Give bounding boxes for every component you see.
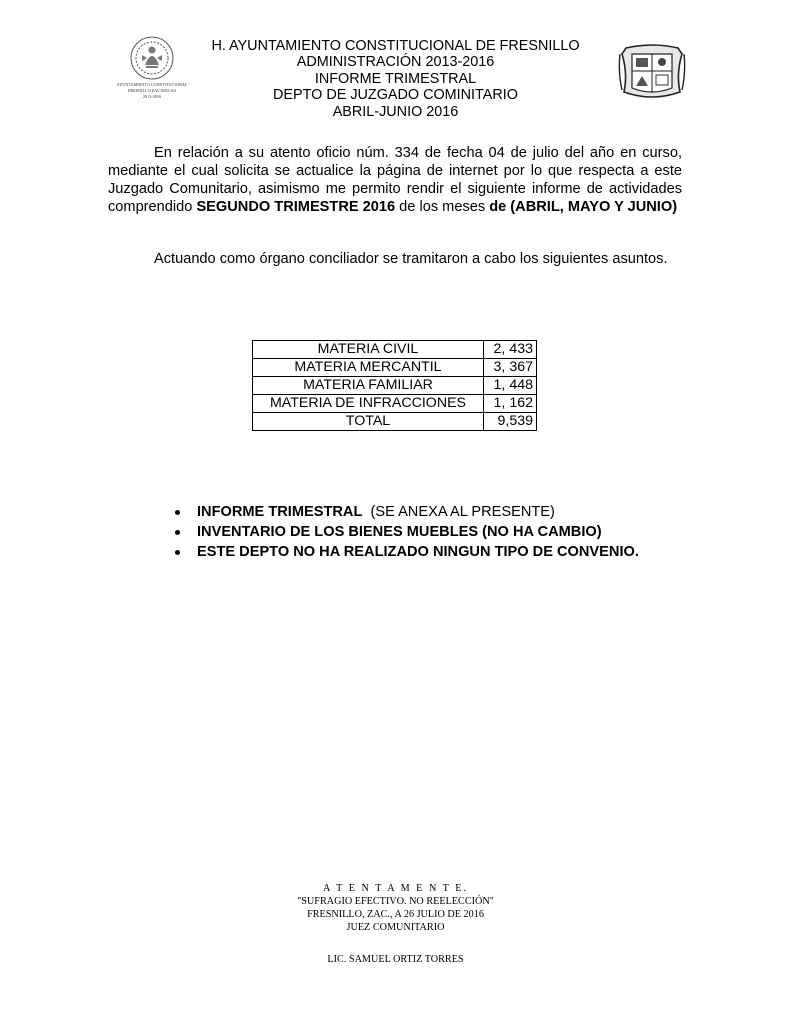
seal-caption-line: FRESNILLO ZACATECAS xyxy=(128,88,176,94)
total-value: 9,539 xyxy=(484,413,537,431)
bullet-list xyxy=(175,502,639,562)
row-value: 3, 367 xyxy=(484,359,537,377)
header-period: ABRIL-JUNIO 2016 xyxy=(332,103,459,120)
trimester-label: SEGUNDO TRIMESTRE 2016 xyxy=(196,199,396,215)
table-total-row xyxy=(253,413,537,431)
seal-caption-line: AYUNTAMIENTO CONSTITUCIONAL xyxy=(116,82,188,87)
table-row xyxy=(253,395,537,413)
motto: "SUFRAGIO EFECTIVO. NO REELECCIÓN" xyxy=(297,896,494,907)
place-date: FRESNILLO, ZAC., A 26 JULIO DE 2016 xyxy=(307,909,484,920)
list-item xyxy=(175,522,639,542)
row-value: 2, 433 xyxy=(484,341,537,359)
conciliation-text: Actuando como órgano conciliador se tramitaron a cabo los siguientes asuntos. xyxy=(154,251,668,267)
row-label: MATERIA DE INFRACCIONES xyxy=(253,395,484,413)
intro-text-continued: de los meses xyxy=(395,199,490,215)
bullet-icon xyxy=(175,550,180,555)
row-label: MATERIA CIVIL xyxy=(253,341,484,359)
closing-salutation: A T E N T A M E N T E. xyxy=(322,883,469,894)
cases-table xyxy=(252,340,537,431)
list-item-text: (SE ANEXA AL PRESENTE) xyxy=(362,504,555,520)
conciliation-paragraph xyxy=(108,250,682,268)
row-value: 1, 448 xyxy=(484,377,537,395)
list-item-bold: INVENTARIO DE LOS BIENES MUEBLES (NO HA CAMBIO) xyxy=(197,524,602,540)
bullet-icon xyxy=(175,510,180,515)
header-department: DEPTO DE JUZGADO COMINITARIO xyxy=(273,87,518,104)
table-row xyxy=(253,341,537,359)
row-label: MATERIA FAMILIAR xyxy=(253,377,484,395)
seal-caption-line: 2013-2016 xyxy=(142,94,162,100)
list-item-bold: INFORME TRIMESTRAL xyxy=(197,504,363,520)
intro-text: En relación a su atento oficio núm. 334 de fecha 04 de julio del año en curso, mediante el cual solicita se actualice la página de internet por lo que respecta a este Juzgado Comunitario, asimismo me permito rendir el siguiente informe de actividades comprendido xyxy=(108,145,682,215)
intro-paragraph xyxy=(108,144,682,216)
row-label: MATERIA MERCANTIL xyxy=(253,359,484,377)
header-administration: ADMINISTRACIÓN 2013-2016 xyxy=(296,54,495,71)
table-row xyxy=(253,377,537,395)
list-item xyxy=(175,502,639,522)
list-item-bold: ESTE DEPTO NO HA REALIZADO NINGUN TIPO DE CONVENIO. xyxy=(197,544,639,560)
document-header xyxy=(150,38,641,120)
row-value: 1, 162 xyxy=(484,395,537,413)
months-label: de (ABRIL, MAYO Y JUNIO) xyxy=(489,199,678,215)
signer-role: JUEZ COMUNITARIO xyxy=(346,922,445,933)
table-row xyxy=(253,359,537,377)
header-report-type: INFORME TRIMESTRAL xyxy=(314,70,477,87)
signature-block xyxy=(230,882,561,966)
bullet-icon xyxy=(175,530,180,535)
total-label: TOTAL xyxy=(253,413,484,431)
signer-name: LIC. SAMUEL ORTIZ TORRES xyxy=(327,954,464,965)
header-institution: H. AYUNTAMIENTO CONSTITUCIONAL DE FRESNILLO xyxy=(211,38,580,54)
list-item xyxy=(175,542,639,562)
